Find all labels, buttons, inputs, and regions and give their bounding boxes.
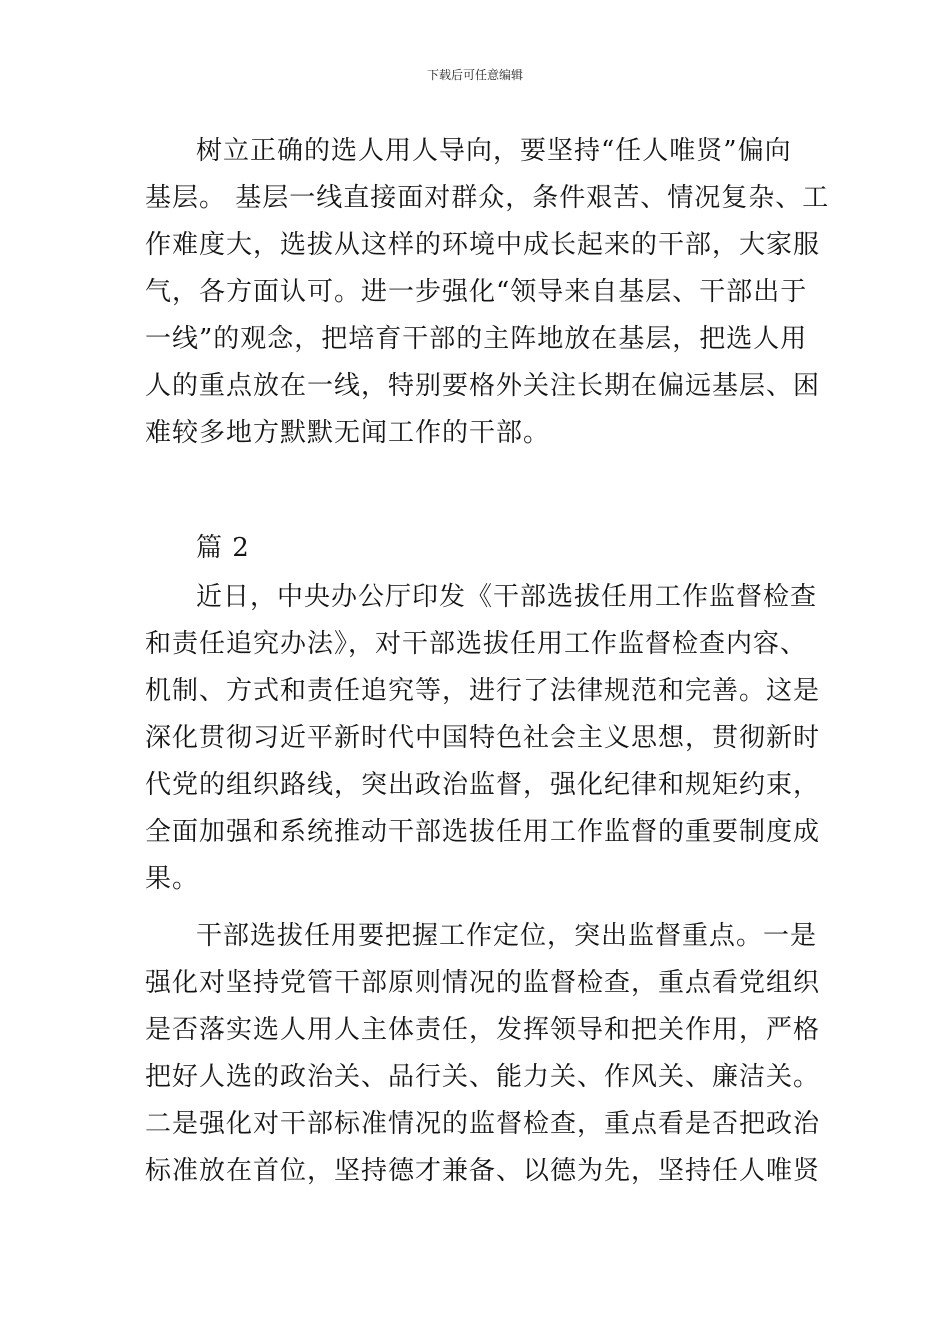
paragraph-2-line-5: 代党的组织路线，突出政治监督，强化纪律和规矩约束， [145, 770, 821, 800]
paragraph-1-line-7: 难较多地方默默无闻工作的干部。 [145, 418, 551, 448]
paragraph-2-line-1: 近日，中央办公厅印发《干部选拔任用工作监督检查 [196, 582, 818, 612]
paragraph-2-line-3: 机制、方式和责任追究等，进行了法律规范和完善。这是 [145, 676, 821, 706]
paragraph-1-line-4: 气，各方面认可。进一步强化“领导来自基层、干部出于 [145, 277, 808, 307]
paragraph-2-line-6: 全面加强和系统推动干部选拔任用工作监督的重要制度成 [145, 817, 821, 847]
paragraph-3-line-5: 二是强化对干部标准情况的监督检查，重点看是否把政治 [145, 1109, 821, 1139]
paragraph-1-line-2: 基层。 基层一线直接面对群众，条件艰苦、情况复杂、工 [145, 183, 830, 213]
paragraph-3-line-6: 标准放在首位，坚持德才兼备、以德为先，坚持任人唯贤 [145, 1156, 821, 1186]
paragraph-2-line-2: 和责任追究办法》，对干部选拔任用工作监督检查内容、 [145, 629, 808, 659]
paragraph-3-line-1: 干部选拔任用要把握工作定位，突出监督重点。一是 [196, 921, 818, 951]
paragraph-2-line-4: 深化贯彻习近平新时代中国特色社会主义思想，贯彻新时 [145, 723, 821, 753]
section-heading: 篇 2 [196, 533, 250, 563]
paragraph-1-line-1: 树立正确的选人用人导向，要坚持“任人唯贤”偏向 [196, 136, 792, 166]
header-note: 下载后可任意编辑 [426, 68, 523, 82]
paragraph-3-line-2: 强化对坚持党管干部原则情况的监督检查，重点看党组织 [145, 968, 821, 998]
paragraph-1-line-6: 人的重点放在一线，特别要格外关注长期在偏远基层、困 [145, 371, 821, 401]
paragraph-3-line-4: 把好人选的政治关、品行关、能力关、作风关、廉洁关。 [145, 1062, 821, 1092]
paragraph-2-line-7: 果。 [145, 864, 200, 894]
paragraph-1-line-5: 一线”的观念，把培育干部的主阵地放在基层，把选人用 [145, 324, 808, 354]
paragraph-1-line-3: 作难度大，选拔从这样的环境中成长起来的干部，大家服 [145, 230, 821, 260]
paragraph-3-line-3: 是否落实选人用人主体责任，发挥领导和把关作用，严格 [145, 1015, 821, 1045]
